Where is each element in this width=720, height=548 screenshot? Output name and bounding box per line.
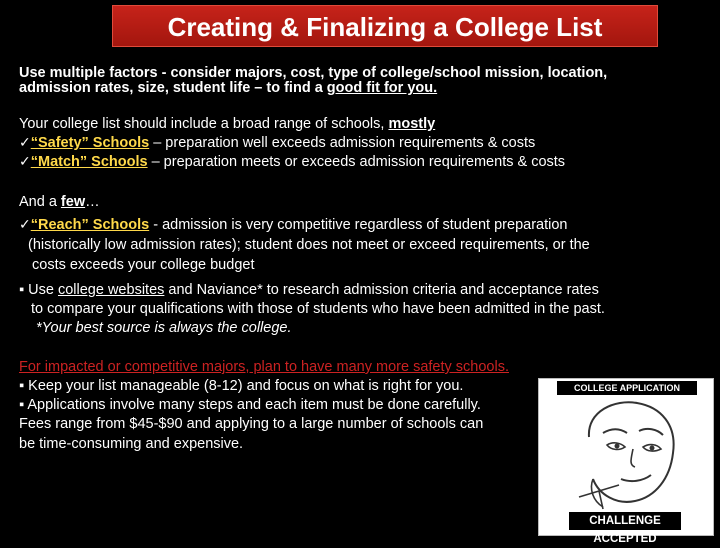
intro-text: admission rates, size, student life – to find a	[19, 80, 327, 96]
safety-label: “Safety” Schools	[30, 135, 150, 151]
bullet-icon: ▪	[19, 282, 25, 298]
use-text: Use	[24, 282, 58, 298]
challenge-accepted-meme	[538, 378, 714, 545]
good-fit-text: good fit for you.	[326, 80, 438, 96]
bullet-icon: ▪	[19, 378, 25, 394]
impacted-majors-note: For impacted or competitive majors, plan to have many more safety schools.	[19, 359, 509, 375]
check-icon: ✓	[19, 217, 31, 233]
few-emphasis: few	[60, 194, 86, 210]
college-websites-link[interactable]: college websites	[57, 282, 165, 298]
bullet-icon: ▪	[19, 397, 25, 413]
intro-line-1: Use multiple factors - consider majors, cost, type of college/school mission, location,	[19, 65, 608, 81]
reach-label: “Reach” Schools	[30, 217, 150, 233]
meme-top-caption: COLLEGE APPLICATION SEASON?	[557, 381, 697, 395]
keep-text: Keep your list manageable (8-12) and focus on what is right for you.	[24, 378, 464, 394]
safety-line	[19, 134, 535, 152]
few-line	[19, 193, 100, 211]
meme-bottom-caption: CHALLENGE ACCEPTED	[569, 512, 681, 530]
best-source-note: *Your best source is always the college.	[36, 320, 292, 336]
fees-line-1: Fees range from $45-$90 and applying to a large number of schools can	[19, 416, 484, 432]
meme-face-drawing	[559, 397, 695, 511]
research-line	[19, 281, 599, 299]
list-intro	[19, 115, 435, 133]
apps-text: Applications involve many steps and each item must be done carefully.	[24, 397, 481, 413]
reach-line-2: (historically low admission rates); student does not meet or exceed requirements, or the	[28, 237, 590, 253]
safety-text: – preparation well exceeds admission requirements & costs	[149, 135, 536, 151]
reach-line-3: costs exceeds your college budget	[32, 257, 255, 273]
apps-line	[19, 396, 481, 414]
intro-line-2	[19, 79, 437, 97]
match-line	[19, 153, 565, 171]
naviance-text: and Naviance* to research admission criteria and acceptance rates	[164, 282, 599, 298]
fees-line-2: be time-consuming and expensive.	[19, 436, 244, 452]
title-banner	[112, 5, 658, 47]
mostly-text: mostly	[388, 116, 436, 132]
ellipsis: …	[85, 194, 100, 210]
match-text: – preparation meets or exceeds admission requirements & costs	[147, 154, 566, 170]
reach-text: - admission is very competitive regardless of student preparation	[149, 217, 568, 233]
keep-line	[19, 377, 463, 395]
few-text: And a	[19, 194, 61, 210]
slide-title: Creating & Finalizing a College List	[167, 12, 603, 42]
check-icon: ✓	[19, 135, 31, 151]
reach-line	[19, 216, 567, 234]
match-label: “Match” Schools	[30, 154, 148, 170]
list-text: Your college list should include a broad range of schools,	[19, 116, 389, 132]
check-icon: ✓	[19, 154, 31, 170]
research-line-2: to compare your qualifications with those of students who have been admitted in the past.	[31, 301, 605, 317]
